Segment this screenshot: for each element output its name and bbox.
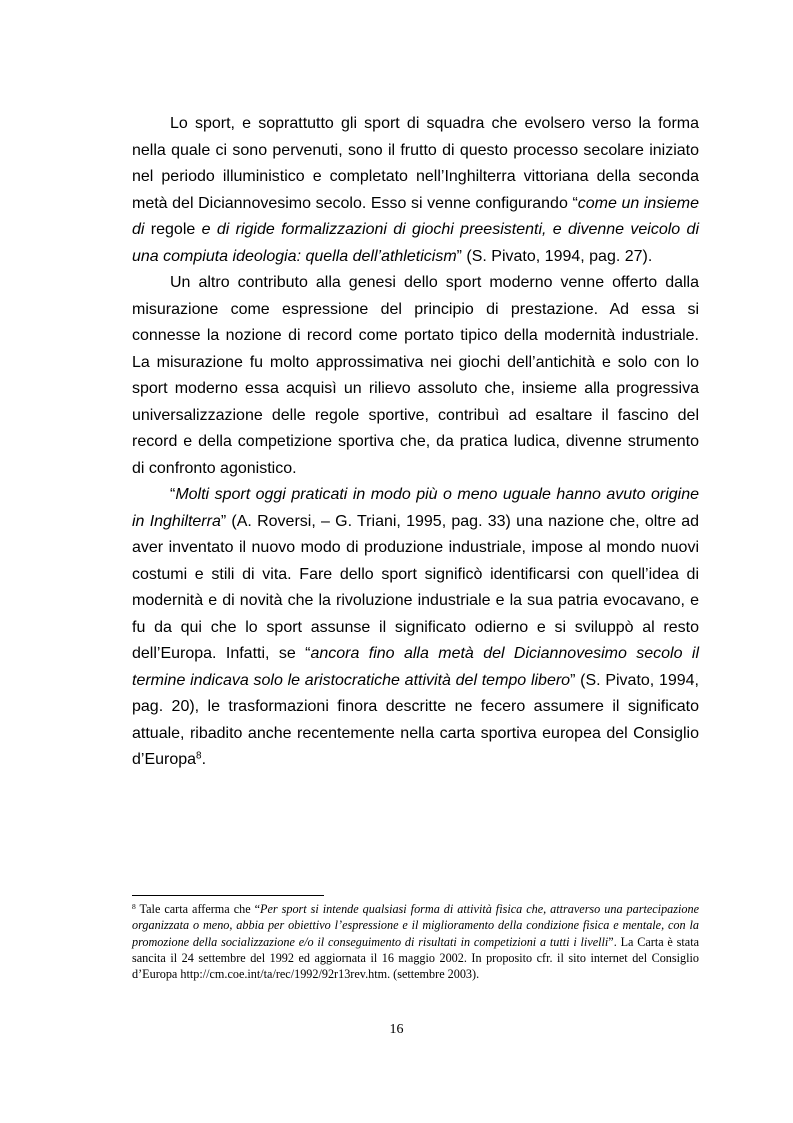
paragraph-3-text: . — [201, 751, 207, 768]
body-text — [132, 111, 699, 774]
paragraph-2: Un altro contributo alla genesi dello sport moderno venne offerto dalla misurazione come espressione del principio di prestazione. Ad essa si connesse la nozione di record come portato tipico della modernità industriale. La misurazione fu molto approssimativa nei giochi dell’antichità e solo con lo sport moderno essa acquisì un rilievo assoluto che, insieme alla progressiva universalizzazione delle regole sportive, contribuì ad esaltare il fascino del record e della competizione sportiva che, da pratica ludica, divenne strumento di confronto agonistico. — [132, 274, 699, 477]
footnote-text: ”. La Carta è stata sancita il 24 settembre del 1992 ed aggiornata il 16 maggio 2002. In proposito cfr. il sito internet del Consiglio d’Europa http://cm.coe.int/ta/rec/1992/92r13rev.htm. (settembre 2003). — [132, 934, 699, 982]
footnote-separator — [132, 895, 324, 896]
paragraph-3-text: ” (S. Pivato, 1994, pag. 20), le trasformazioni finora descritte ne fecero assumere il significato attuale, ribadito anche recentemente nella carta sportiva europea del Consiglio d’Europa — [132, 671, 700, 768]
quote-italic: come un insieme di — [132, 194, 699, 238]
paragraph-3 — [132, 482, 699, 774]
page-number: 16 — [389, 1022, 404, 1037]
paragraph-3-text: ” (A. Roversi, – G. Triani, 1995, pag. 33) una nazione che, oltre ad aver inventato il nuovo modo di produzione industriale, impose al mondo nuovi costumi e stili di vita. Fare dello sport significò identificarsi con quell’idea di modernità e di novità che la rivoluzione industriale e la sua patria evocavano, e fu da qui che lo sport assunse il significato odierno e si sviluppò al resto dell’Europa. Infatti, se “ — [132, 512, 700, 662]
paragraph-1-text: Lo sport, e soprattutto gli sport di squadra che evolsero verso la forma nella quale ci sono pervenuti, sono il frutto di questo processo secolare iniziato nel periodo illuministico e completato nell’Inghilterra vittoriana della seconda metà del Diciannovesimo secolo. Esso si venne configurando “ — [132, 115, 699, 212]
footnote — [132, 901, 699, 982]
citation: ” (S. Pivato, 1994, pag. 27). — [456, 247, 653, 265]
footnote-reference: 8 — [196, 750, 202, 762]
paragraph-1 — [132, 111, 699, 270]
quote-italic: e di rigide formalizzazioni di giochi preesistenti, e divenne veicolo di una compiuta ideologia: quella dell’athleticism — [132, 221, 699, 265]
footnote-text: Tale carta afferma che “ — [135, 902, 261, 916]
paragraph-3-text: “ — [170, 486, 176, 503]
quote-italic: ancora fino alla metà del Diciannovesimo secolo il termine indicava solo le aristocratiche attività del tempo libero — [132, 645, 700, 689]
footnote-marker: 8 — [132, 901, 136, 911]
footnote-quote: Per sport si intende qualsiasi forma di attività fisica che, attraverso una partecipazione organizzata o meno, abbia per obiettivo l’espressione e il miglioramento della condizione fisica e mentale, con la promozione della socializzazione e/o il conseguimento di risultati in competizioni a tutti i livelli — [132, 902, 699, 949]
paragraph-1-text: regole — [144, 221, 202, 238]
quote-italic: Molti sport oggi praticati in modo più o meno uguale hanno avuto origine in Inghilterra — [132, 486, 699, 530]
